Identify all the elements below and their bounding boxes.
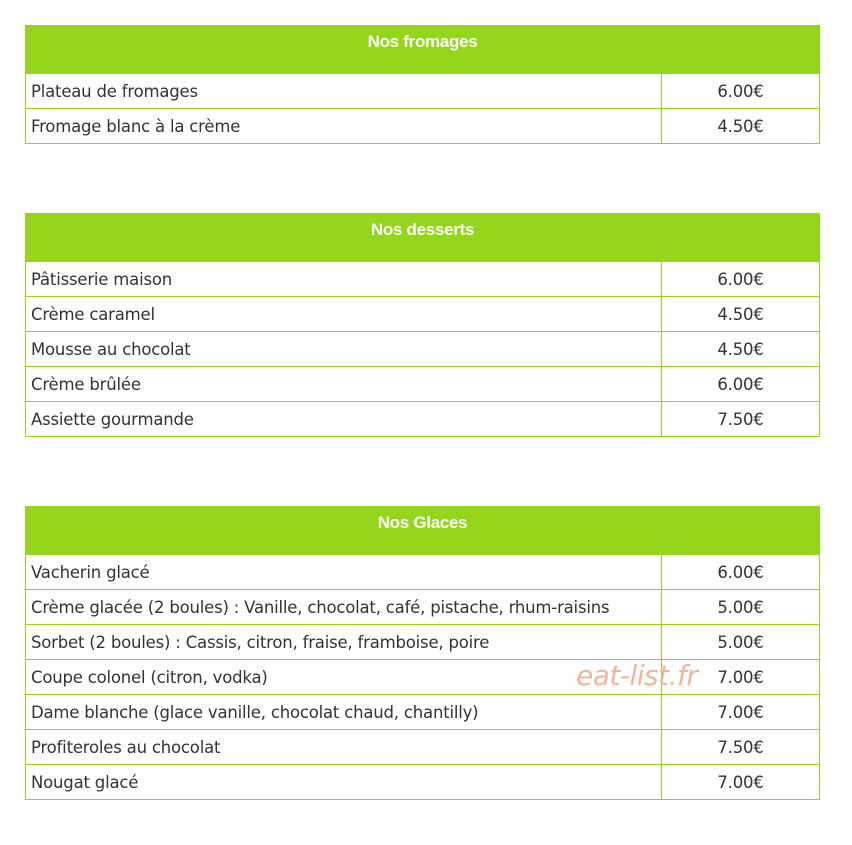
item-name: Crème glacée (2 boules) : Vanille, chocolat, café, pistache, rhum-raisins xyxy=(26,590,662,625)
table-row xyxy=(26,730,820,765)
table-row xyxy=(26,555,820,590)
item-name: Assiette gourmande xyxy=(26,402,662,437)
section-title: Nos fromages xyxy=(26,26,820,74)
item-name: Sorbet (2 boules) : Cassis, citron, fraise, framboise, poire xyxy=(26,625,662,660)
section-title: Nos Glaces xyxy=(26,507,820,555)
table-row xyxy=(26,695,820,730)
item-name: Plateau de fromages xyxy=(26,74,662,109)
item-name: Mousse au chocolat xyxy=(26,332,662,367)
item-price: 4.50€ xyxy=(662,332,820,367)
item-name: Fromage blanc à la crème xyxy=(26,109,662,144)
item-price: 6.00€ xyxy=(662,262,820,297)
menu-table-desserts xyxy=(25,213,820,437)
table-row xyxy=(26,660,820,695)
item-price: 7.00€ xyxy=(662,695,820,730)
item-name: Vacherin glacé xyxy=(26,555,662,590)
table-row xyxy=(26,367,820,402)
menu-table-fromages xyxy=(25,25,820,144)
item-price: 6.00€ xyxy=(662,367,820,402)
item-name: Profiteroles au chocolat xyxy=(26,730,662,765)
table-row xyxy=(26,625,820,660)
item-name: Crème brûlée xyxy=(26,367,662,402)
item-name: Nougat glacé xyxy=(26,765,662,800)
item-price: 7.00€ xyxy=(662,660,820,695)
table-row xyxy=(26,109,820,144)
item-price: 4.50€ xyxy=(662,109,820,144)
section-title: Nos desserts xyxy=(26,214,820,262)
table-row xyxy=(26,765,820,800)
table-row xyxy=(26,590,820,625)
item-price: 5.00€ xyxy=(662,625,820,660)
item-name: Crème caramel xyxy=(26,297,662,332)
item-price: 5.00€ xyxy=(662,590,820,625)
table-row xyxy=(26,402,820,437)
table-row xyxy=(26,74,820,109)
watermark: eat-list.fr xyxy=(576,659,698,692)
item-name: Dame blanche (glace vanille, chocolat chaud, chantilly) xyxy=(26,695,662,730)
item-price: 7.50€ xyxy=(662,402,820,437)
item-name: Coupe colonel (citron, vodka) xyxy=(26,660,662,695)
table-row xyxy=(26,262,820,297)
item-name: Pâtisserie maison xyxy=(26,262,662,297)
item-price: 6.00€ xyxy=(662,555,820,590)
table-row xyxy=(26,332,820,367)
menu-table-glaces xyxy=(25,506,820,800)
item-price: 4.50€ xyxy=(662,297,820,332)
item-price: 6.00€ xyxy=(662,74,820,109)
table-row xyxy=(26,297,820,332)
item-price: 7.00€ xyxy=(662,765,820,800)
item-price: 7.50€ xyxy=(662,730,820,765)
